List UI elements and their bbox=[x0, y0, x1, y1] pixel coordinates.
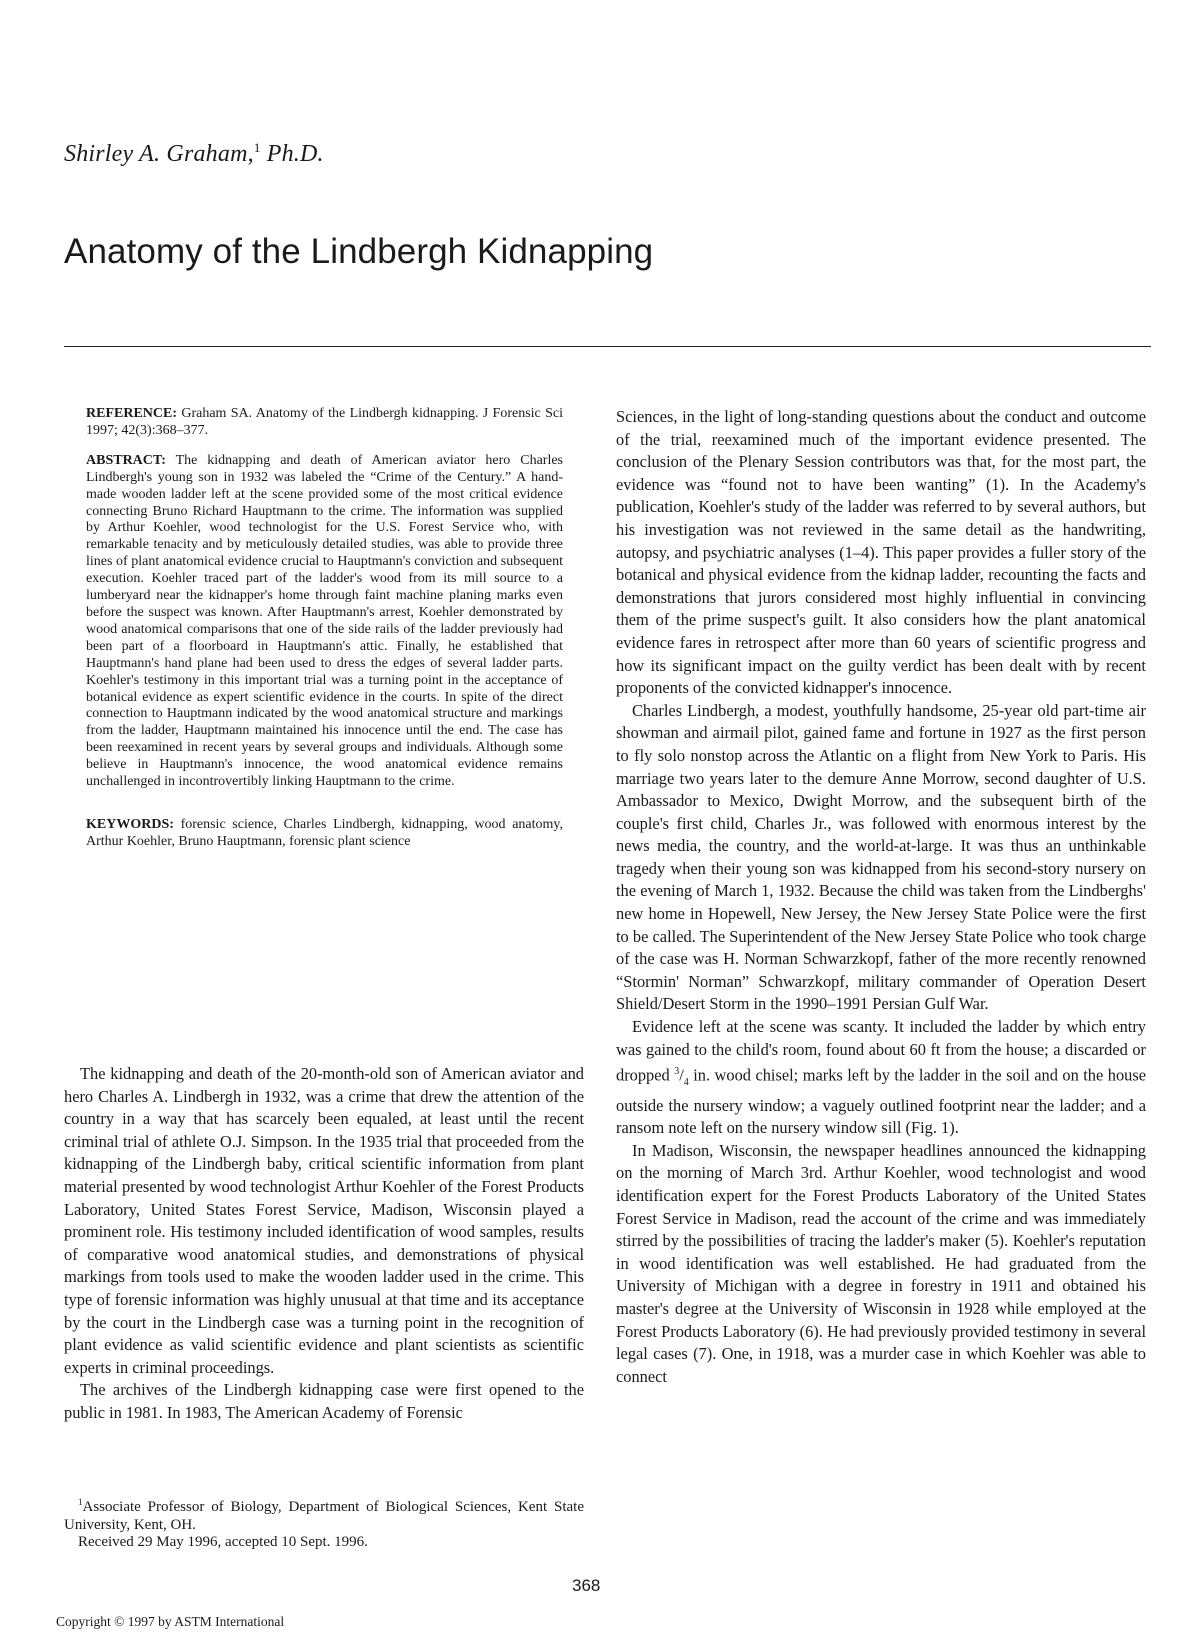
reference-text: Graham SA. Anatomy of the Lindbergh kidnapping. J Forensic Sci 1997; 42(3):368–377. bbox=[86, 406, 563, 438]
keywords-label: KEYWORDS: bbox=[86, 816, 174, 832]
keywords-paragraph bbox=[86, 817, 563, 851]
body-text: in. wood chisel; marks left by the ladder in the soil and on the house outside the nursery window; a vaguely outlined footprint near the ladder; and a ransom note left on the nursery window sill (Fig. 1). bbox=[616, 1065, 1146, 1138]
abstract-paragraph bbox=[86, 453, 563, 791]
footnote-received: Received 29 May 1996, accepted 10 Sept. 1996. bbox=[78, 1534, 368, 1550]
right-column-body bbox=[616, 406, 1146, 1388]
title-rule bbox=[64, 346, 1151, 347]
reference-paragraph bbox=[86, 406, 563, 440]
author-footnote-mark: 1 bbox=[253, 140, 261, 155]
page-number: 368 bbox=[572, 1576, 601, 1595]
body-paragraph: In Madison, Wisconsin, the newspaper headlines announced the kidnapping on the morning of March 3rd. Arthur Koehler, wood technologist and wood identification expert for the Forest Products Laboratory of the United States Forest Service in Madison, read the account of the crime and was immediately stirred by the possibilities of tracing the ladder's maker (5). Koehler's reputation in wood identification was well established. He had graduated from the University of Michigan with a degree in forestry in 1911 and obtained his master's degree at the University of Wisconsin in 1928 while employed at the Forest Products Laboratory (6). He had previously provided testimony in several legal cases (7). One, in 1918, was a murder case in which Koehler was able to connect bbox=[616, 1140, 1146, 1386]
fraction-numerator: 3 bbox=[674, 1066, 680, 1078]
keywords-text: forensic science, Charles Lindbergh, kidnapping, wood anatomy, Arthur Koehler, Bruno Hauptmann, forensic plant science bbox=[86, 816, 564, 849]
author-name: Shirley A. Graham, bbox=[64, 141, 254, 167]
body-paragraph: The kidnapping and death of the 20-month-old son of American aviator and hero Charles A. Lindbergh in 1932, was a crime that drew the attention of the country in a way that has scarcely been equaled, at least until the recent criminal trial of athlete O.J. Simpson. In the 1935 trial that proceeded from the kidnapping of the Lindbergh baby, critical scientific information from plant material presented by wood technologist Arthur Koehler of the Forest Products Laboratory, United States Forest Service, Madison, Wisconsin played a prominent role. His testimony included identification of wood samples, results of comparative wood anatomical studies, and demonstrations of physical markings from tools used to make the wooden ladder used in the crime. This type of forensic information was highly unusual at that time and its acceptance by the court in the Lindbergh case was a turning point in the recognition of plant evidence as valid scientific evidence and plant scientists as scientific experts in criminal proceedings. bbox=[64, 1064, 584, 1377]
copyright-notice: Copyright © 1997 by ASTM International bbox=[56, 1614, 285, 1629]
paper-title: Anatomy of the Lindbergh Kidnapping bbox=[64, 232, 654, 271]
footnote bbox=[64, 1494, 584, 1552]
author-degree: Ph.D. bbox=[266, 141, 324, 167]
abstract-label: ABSTRACT: bbox=[86, 452, 166, 468]
body-paragraph: Evidence left at the scene was scanty. It included the ladder by which entry was gained to the child's room, found about 60 ft from the house; a discarded or dropped $^3/_4$ in. wood chisel; marks left by the ladder in the soil and on the house outside the nursery window; a vaguely outlined footprint near the ladder; and a ransom note left on the nursery window sill (Fig. 1). bbox=[616, 1017, 1146, 1138]
footnote-affiliation bbox=[64, 1494, 584, 1534]
body-paragraph: The archives of the Lindbergh kidnapping case were first opened to the public in 1981. In 1983, The American Academy of Forensic bbox=[64, 1380, 584, 1422]
body-paragraph: Charles Lindbergh, a modest, youthfully handsome, 25-year old part-time air showman and airmail pilot, gained fame and fortune in 1927 as the first person to fly solo nonstop across the Atlantic on a flight from New York to Paris. His marriage two years later to the demure Anne Morrow, second daughter of U.S. Ambassador to Mexico, Dwight Morrow, and the subsequent birth of the couple's first child, Charles Jr., was followed with enormous interest by the news media, the country, and the world-at-large. It was thus an unthinkable tragedy when their young son was kidnapped from his second-story nursery on the evening of March 1, 1932. Because the child was taken from the Lindberghs' new home in Hopewell, New Jersey, the New Jersey State Police were the first to be called. The Superintendent of the New Jersey State Police who took charge of the case was H. Norman Schwarzkopf, father of the more recently renowned “Stormin' Norman” Schwarzkopf, military commander of Operation Desert Shield/Desert Storm in the 1990–1991 Persian Gulf War. bbox=[616, 700, 1146, 1014]
body-paragraph: Sciences, in the light of long-standing questions about the conduct and outcome of the trial, reexamined much of the important evidence presented. The conclusion of the Plenary Session contributors was that, for the most part, the evidence was “found not to have been wanting” (1). In the Academy's publication, Koehler's study of the ladder was referred to by several authors, but his investigation was not reviewed in the same detail as the handwriting, autopsy, and psychiatric analyses (1–4). This paper provides a fuller story of the botanical and physical evidence from the kidnap ladder, recounting the facts and demonstrations that jurors considered most highly influential in convincing them of the prime suspect's guilt. It also considers how the plant anatomical evidence fares in retrospect after more than 60 years of scientific progress and how its significant impact on the guilty verdict has been dealt with by recent proponents of the convicted kidnapper's innocence. bbox=[616, 407, 1146, 698]
left-column-body bbox=[64, 1063, 584, 1425]
footnote-mark: 1 bbox=[78, 1497, 83, 1507]
abstract-text: The kidnapping and death of American aviator hero Charles Lindbergh's young son in 1932 was labeled the “Crime of the Century.” A hand-made wooden ladder left at the scene provided some of the most critical evidence connecting Bruno Richard Hauptmann to the crime. The information was supplied by Arthur Koehler, wood technologist for the U.S. Forest Service who, with remarkable tenacity and by meticulously detailed studies, was able to provide three lines of plant anatomical evidence crucial to Hauptmann's conviction and subsequent execution. Koehler traced part of the ladder's wood from its mill source to a lumberyard near the kidnapper's home through faint machine planing marks even before the suspect was known. After Hauptmann's arrest, Koehler demonstrated by wood anatomical comparisons that one of the side rails of the ladder previously had been part of a floorboard in Hauptmann's attic. Finally, he established that Hauptmann's hand plane had been used to dress the edges of several ladder parts. Koehler's testimony in this important trial was a turning point in the acceptance of botanical evidence as expert scientific evidence in the courts. In spite of the direct connection to Hauptmann indicated by the wood anatomical structure and markings from the ladder, Hauptmann maintained his innocence until the end. The case has been reexamined in recent years by several groups and individuals. Although some believe in Hauptmann's innocence, the wood anatomical evidence remains unchallenged in incontrovertibly linking Hauptmann to the crime. bbox=[86, 452, 564, 790]
body-text: Evidence left at the scene was scanty. It included the ladder by which entry was gained to the child's room, found about 60 ft from the house; a discarded or dropped bbox=[616, 1017, 1146, 1085]
fraction-denominator: 4 bbox=[683, 1076, 689, 1088]
reference-label: REFERENCE: bbox=[86, 406, 178, 421]
front-matter bbox=[86, 406, 563, 864]
affiliation-text: Associate Professor of Biology, Department of Biological Sciences, Kent State University, Kent, OH. bbox=[64, 1499, 584, 1533]
author-line bbox=[64, 140, 324, 168]
